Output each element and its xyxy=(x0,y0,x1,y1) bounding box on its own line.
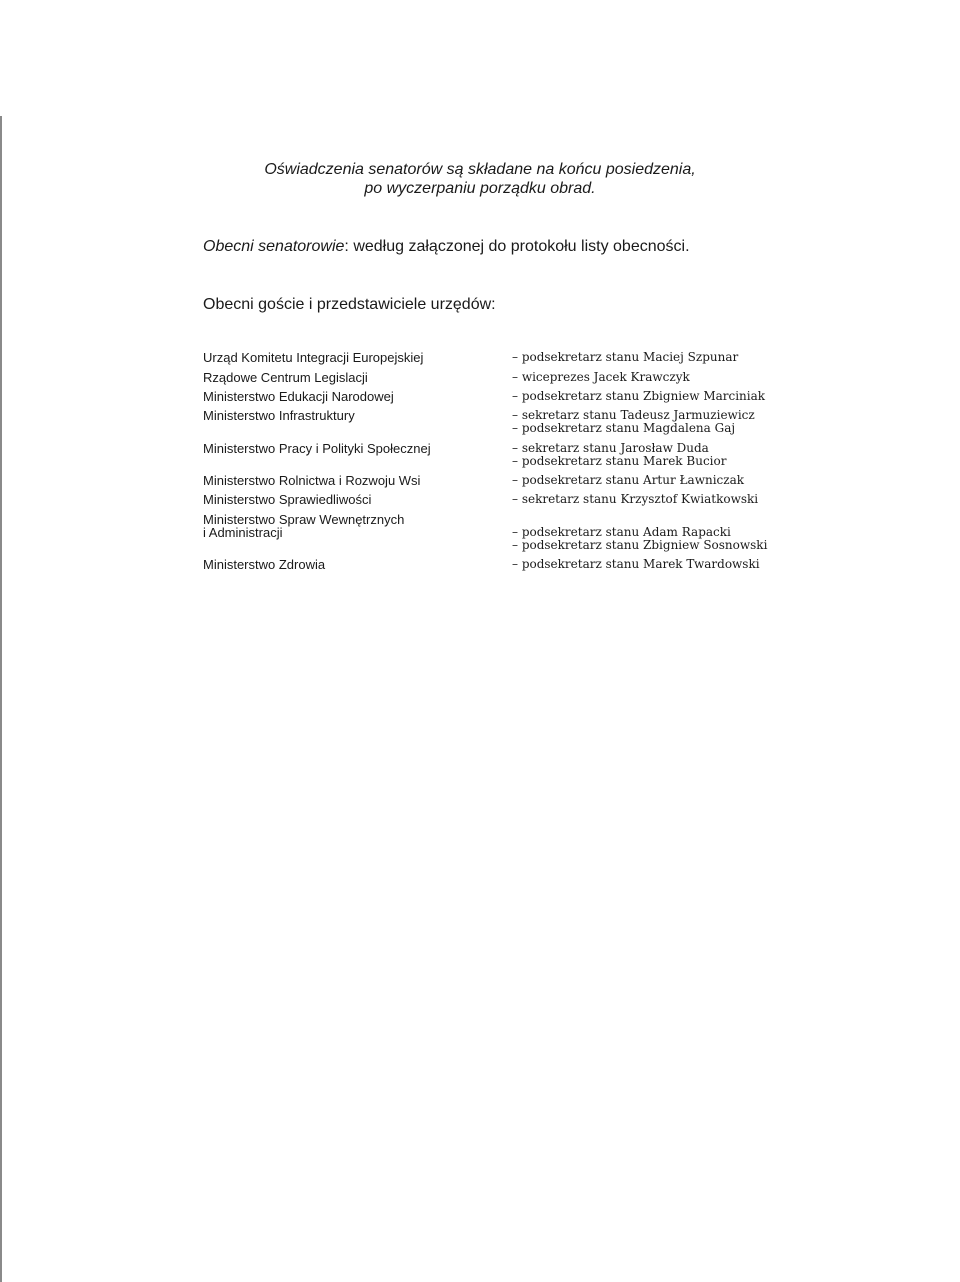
office-name-line: Ministerstwo Edukacji Narodowej xyxy=(203,389,394,404)
officials-list xyxy=(512,474,812,487)
office-name-line: Ministerstwo Pracy i Polityki Społecznej xyxy=(203,441,431,456)
office-name xyxy=(203,474,503,487)
official: – podsekretarz stanu Zbigniew Marciniak xyxy=(512,389,766,403)
office-name xyxy=(203,409,503,422)
official: – podsekretarz stanu Magdalena Gaj xyxy=(512,421,736,435)
official: – podsekretarz stanu Marek Twardowski xyxy=(512,557,760,571)
office-name-line: Ministerstwo Rolnictwa i Rozwoju Wsi xyxy=(203,473,421,488)
office-name xyxy=(203,513,503,539)
officials-list xyxy=(512,351,812,364)
office-name-line: Ministerstwo Sprawiedliwości xyxy=(203,492,372,507)
senators-present-label: Obecni senatorowie xyxy=(203,238,345,255)
statements-note-line-1: Oświadczenia senatorów są składane na końcu posiedzenia, xyxy=(264,161,696,178)
office-name-line: Ministerstwo Spraw Wewnętrznych xyxy=(203,512,405,527)
official: – podsekretarz stanu Zbigniew Sosnowski xyxy=(512,538,768,552)
officials-list xyxy=(512,526,812,552)
office-name xyxy=(203,371,503,384)
senators-present-text: : według załączonej do protokołu listy obecności. xyxy=(344,238,690,255)
official: – podsekretarz stanu Adam Rapacki xyxy=(512,525,731,539)
statements-note-line-2: po wyczerpaniu porządku obrad. xyxy=(364,180,596,197)
office-name-line: Rządowe Centrum Legislacji xyxy=(203,370,368,385)
office-name xyxy=(203,558,503,571)
office-name xyxy=(203,390,503,403)
officials-list xyxy=(512,493,812,506)
office-name-line: Ministerstwo Zdrowia xyxy=(203,557,326,572)
officials-list xyxy=(512,371,812,384)
guests-heading: Obecni goście i przedstawiciele urzędów: xyxy=(203,296,496,313)
officials-list xyxy=(512,558,812,571)
office-name-line: i Administracji xyxy=(203,525,283,540)
official: – podsekretarz stanu Marek Bucior xyxy=(512,454,727,468)
official: – sekretarz stanu Jarosław Duda xyxy=(512,441,709,455)
officials-list xyxy=(512,442,812,468)
office-name xyxy=(203,493,503,506)
official: – podsekretarz stanu Artur Ławniczak xyxy=(512,473,745,487)
office-name-line: Ministerstwo Infrastruktury xyxy=(203,408,355,423)
office-name-line: Urząd Komitetu Integracji Europejskiej xyxy=(203,350,424,365)
official: – sekretarz stanu Krzysztof Kwiatkowski xyxy=(512,492,759,506)
page-margin-rule xyxy=(0,116,2,1282)
office-name xyxy=(203,442,503,455)
office-name xyxy=(203,351,503,364)
official: – wiceprezes Jacek Krawczyk xyxy=(512,370,690,384)
senators-present xyxy=(203,238,690,256)
officials-list xyxy=(512,390,812,403)
official: – sekretarz stanu Tadeusz Jarmuziewicz xyxy=(512,408,755,422)
official: – podsekretarz stanu Maciej Szpunar xyxy=(512,350,739,364)
officials-list xyxy=(512,409,812,435)
statements-note xyxy=(0,160,960,198)
